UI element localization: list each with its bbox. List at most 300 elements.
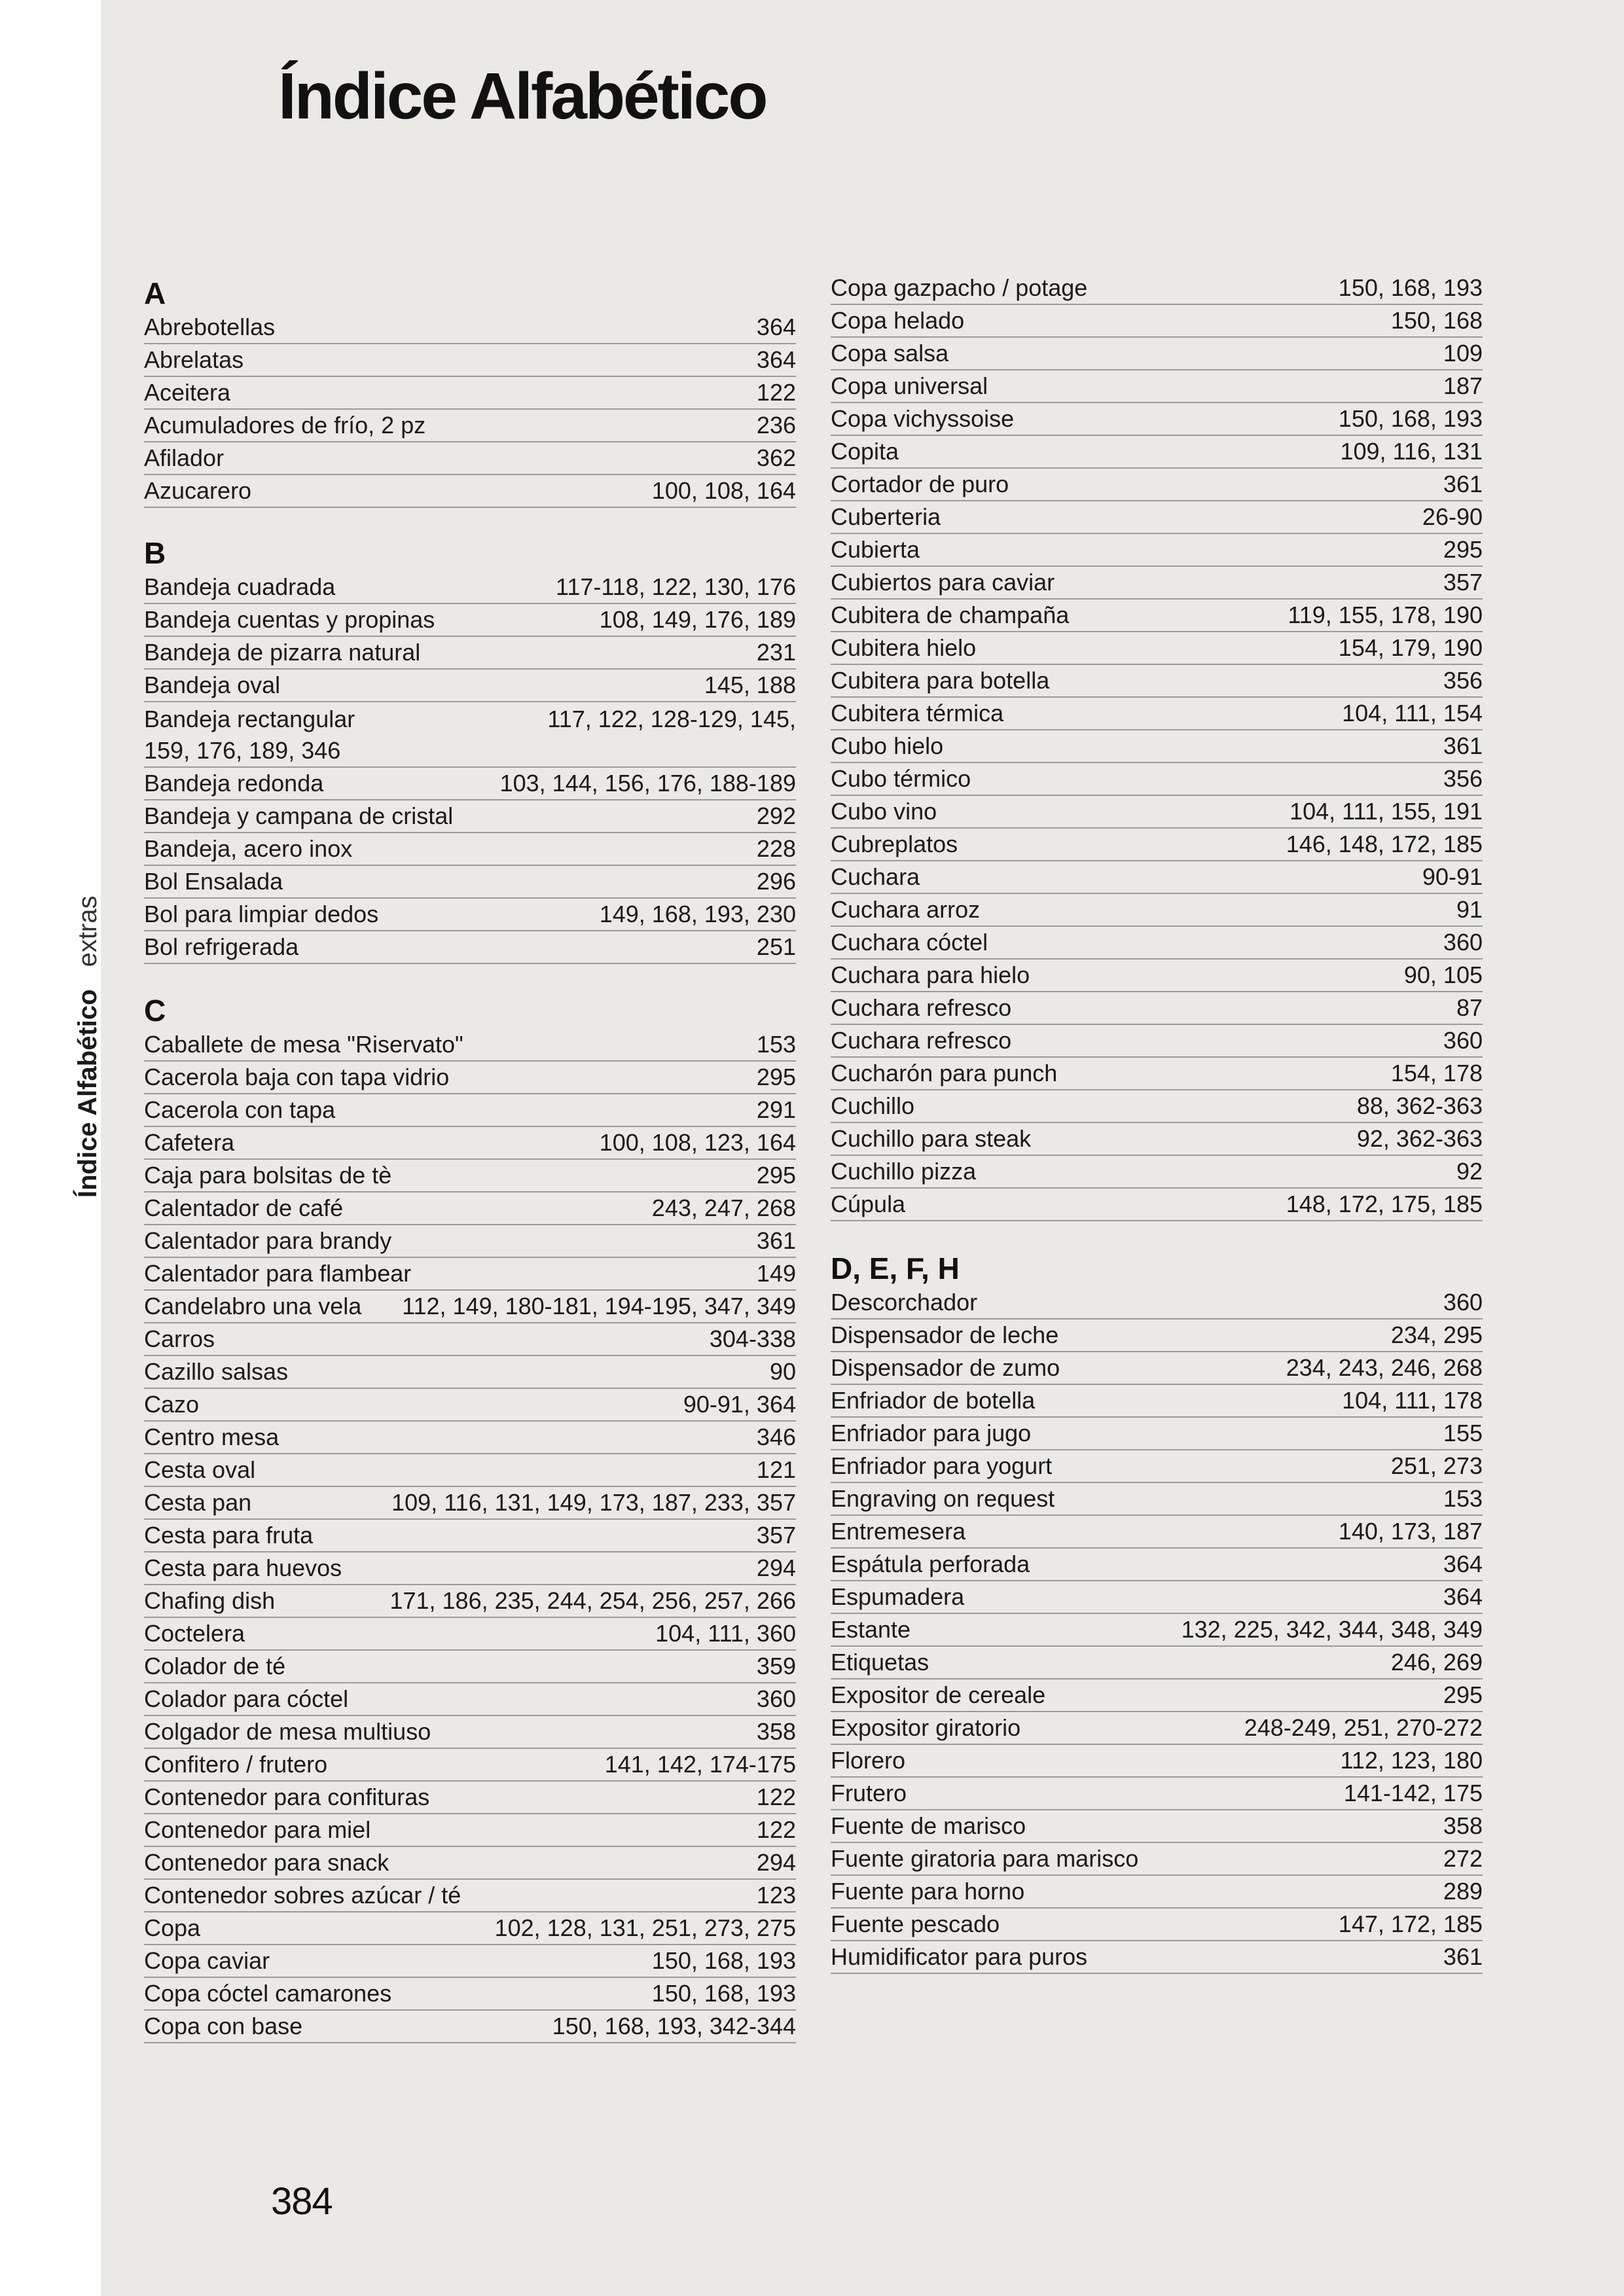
index-entry [144, 670, 796, 702]
entry-label: Cesta para huevos [144, 1554, 342, 1581]
entry-label: Caja para bolsitas de tè [144, 1162, 392, 1189]
entry-pages: 122 [756, 379, 796, 406]
entry-label: Cubreplatos [831, 831, 958, 857]
entry-pages: 150, 168, 193, 342-344 [552, 2013, 796, 2039]
entry-pages: 26-90 [1422, 503, 1483, 530]
entry-pages: 154, 179, 190 [1338, 634, 1483, 661]
entry-label: Contenedor para confituras [144, 1784, 430, 1810]
entry-label: Chafing dish [144, 1587, 276, 1614]
entry-label: Cacerola baja con tapa vidrio [144, 1064, 450, 1090]
index-entry [831, 1090, 1483, 1123]
entry-label: Calentador de café [144, 1194, 344, 1221]
index-entry [144, 1454, 796, 1487]
entry-pages: 231 [756, 639, 796, 666]
entry-pages: 294 [756, 1554, 796, 1581]
index-entry [831, 829, 1483, 861]
entry-pages: 91 [1456, 896, 1483, 923]
entry-label: Copa con base [144, 2013, 303, 2039]
index-entry [831, 861, 1483, 894]
entry-pages: 108, 149, 176, 189 [599, 606, 796, 633]
entry-pages: 364 [756, 346, 796, 373]
index-entry [144, 1847, 796, 1880]
entry-label: Humidificator para puros [831, 1943, 1088, 1970]
entry-label: Cortador de puro [831, 471, 1009, 497]
entry-label: Colador de té [144, 1653, 286, 1679]
entry-pages: 150, 168, 193 [651, 1980, 796, 2007]
index-entry [144, 1978, 796, 2011]
entry-pages: 295 [1443, 1681, 1483, 1708]
index-entry [831, 1319, 1483, 1352]
index-entry [144, 1422, 796, 1454]
entry-label: Candelabro una vela [144, 1293, 362, 1319]
index-entry [144, 768, 796, 800]
entry-label: Cuchara [831, 863, 920, 890]
index-entry [144, 1651, 796, 1683]
index-entry [831, 1581, 1483, 1614]
index-entry [144, 1814, 796, 1847]
index-entry [144, 1389, 796, 1422]
entry-label: Bandeja oval [144, 672, 281, 698]
entry-pages: 103, 144, 156, 176, 188-189 [499, 770, 796, 797]
entry-label: Cuchara refresco [831, 994, 1012, 1021]
entry-label: Bandeja cuadrada [144, 573, 336, 600]
entry-pages: 109, 116, 131 [1340, 438, 1483, 465]
entry-pages: 360 [1443, 1289, 1483, 1316]
entry-label: Bol refrigerada [144, 933, 299, 960]
index-entry [144, 1782, 796, 1814]
entry-label: Abrebotellas [144, 314, 276, 340]
entry-label: Fuente de marisco [831, 1812, 1026, 1839]
index-entry [831, 1614, 1483, 1647]
index-entry [144, 1323, 796, 1356]
entry-pages: 104, 111, 360 [655, 1620, 796, 1647]
entry-pages: 246, 269 [1390, 1649, 1483, 1676]
index-entry [144, 1618, 796, 1651]
entry-label: Enfriador para jugo [831, 1420, 1032, 1446]
entry-pages: 243, 247, 268 [651, 1194, 796, 1221]
entry-pages: 304-338 [709, 1325, 796, 1352]
entry-pages: 104, 111, 154 [1342, 700, 1483, 726]
side-tab [73, 895, 103, 1198]
entry-pages: 117-118, 122, 130, 176 [556, 573, 796, 600]
index-entry [831, 730, 1483, 763]
index-entry [831, 1712, 1483, 1745]
index-entry [144, 1683, 796, 1716]
index-entry [144, 1585, 796, 1618]
entry-pages: 171, 186, 235, 244, 254, 256, 257, 266 [389, 1587, 796, 1614]
index-entry [144, 1912, 796, 1945]
entry-pages: 361 [1443, 471, 1483, 497]
entry-pages: 362 [756, 444, 796, 471]
index-entry [831, 1418, 1483, 1450]
entry-pages: 294 [756, 1849, 796, 1876]
index-entry [831, 796, 1483, 829]
entry-label: Etiquetas [831, 1649, 929, 1676]
index-entry [831, 1876, 1483, 1909]
entry-label: Cúpula [831, 1191, 906, 1217]
entry-label: Calentador para flambear [144, 1260, 412, 1287]
entry-label: Expositor giratorio [831, 1714, 1021, 1741]
entry-pages: 146, 148, 172, 185 [1286, 831, 1483, 857]
entry-label: Cuberteria [831, 503, 941, 530]
index-entry-continuation [144, 735, 796, 768]
entry-pages: 358 [756, 1718, 796, 1745]
entry-label: Abrelatas [144, 346, 244, 373]
index-entry [144, 899, 796, 931]
entry-pages: 90, 105 [1403, 961, 1483, 988]
index-entry [831, 1352, 1483, 1385]
index-entry [831, 1450, 1483, 1483]
entry-pages: 251, 273 [1390, 1452, 1483, 1479]
entry-label: Cuchara cóctel [831, 929, 988, 956]
index-entry [831, 1647, 1483, 1679]
index-entry [831, 698, 1483, 730]
entry-pages: 361 [1443, 1943, 1483, 1970]
entry-pages: 88, 362-363 [1356, 1092, 1483, 1119]
entry-label: Fuente pescado [831, 1910, 1000, 1937]
entry-label: Copa vichyssoise [831, 405, 1015, 432]
index-entry [144, 800, 796, 833]
entry-label: Espumadera [831, 1583, 965, 1610]
index-entry [144, 1945, 796, 1978]
index-entry [144, 1880, 796, 1912]
index-entry [144, 571, 796, 604]
entry-label: Entremesera [831, 1518, 966, 1545]
entry-label: Cacerola con tapa [144, 1096, 336, 1123]
index-entry [831, 534, 1483, 567]
index-entry [831, 763, 1483, 796]
entry-label: Copa salsa [831, 340, 949, 367]
index-entry [144, 377, 796, 410]
entry-pages: 359 [756, 1653, 796, 1679]
entry-label: Colgador de mesa multiuso [144, 1718, 431, 1745]
entry-label: Cuchara refresco [831, 1027, 1012, 1054]
index-entry [831, 1778, 1483, 1810]
index-entry [831, 501, 1483, 534]
entry-pages: 361 [756, 1227, 796, 1254]
entry-label: Aceitera [144, 379, 231, 406]
index-entry [831, 1058, 1483, 1090]
entry-label: Caballete de mesa "Riservato" [144, 1031, 463, 1058]
entry-label: Copa gazpacho / potage [831, 274, 1088, 301]
entry-label: Cafetera [144, 1129, 235, 1156]
entry-pages: 248-249, 251, 270-272 [1244, 1714, 1483, 1741]
entry-label: Frutero [831, 1780, 907, 1806]
index-entry [144, 475, 796, 508]
entry-label: Copa cóctel camarones [144, 1980, 392, 2007]
index-entry [831, 1483, 1483, 1516]
entry-pages: 357 [1443, 569, 1483, 596]
index-entry [831, 1516, 1483, 1549]
entry-label: Estante [831, 1616, 911, 1643]
entry-label: Coctelera [144, 1620, 245, 1647]
page-number: 384 [271, 2180, 333, 2223]
index-entry [144, 866, 796, 899]
entry-label: Azucarero [144, 477, 252, 504]
entry-label: Expositor de cereale [831, 1681, 1046, 1708]
index-entry [144, 312, 796, 344]
entry-pages: 150, 168, 193 [1338, 274, 1483, 301]
entry-pages: 102, 128, 131, 251, 273, 275 [494, 1914, 796, 1941]
entry-pages: 356 [1443, 667, 1483, 694]
index-entry [144, 1225, 796, 1258]
entry-pages: 145, 188 [704, 672, 796, 698]
entry-label: Colador para cóctel [144, 1685, 349, 1712]
index-entry [144, 1258, 796, 1291]
index-entry [831, 567, 1483, 600]
index-entry [831, 1745, 1483, 1778]
entry-pages: 141-142, 175 [1343, 1780, 1483, 1806]
entry-pages: 357 [756, 1522, 796, 1549]
entry-label: Bol para limpiar dedos [144, 901, 379, 927]
entry-label: Cubiertos para caviar [831, 569, 1055, 596]
section-letter: B [144, 536, 166, 570]
entry-label: Bandeja de pizarra natural [144, 639, 421, 666]
entry-pages: 92 [1456, 1158, 1483, 1185]
index-entry [831, 1156, 1483, 1189]
entry-label: Copita [831, 438, 899, 465]
entry-pages: 119, 155, 178, 190 [1288, 601, 1483, 628]
entry-label: Acumuladores de frío, 2 pz [144, 412, 426, 439]
entry-label: Bandeja cuentas y propinas [144, 606, 435, 633]
entry-pages: 364 [1443, 1551, 1483, 1577]
entry-pages: 295 [756, 1064, 796, 1090]
entry-pages: 148, 172, 175, 185 [1286, 1191, 1483, 1217]
entry-label: Copa caviar [144, 1947, 270, 1974]
entry-label: Cubitera térmica [831, 700, 1004, 726]
entry-pages: 149, 168, 193, 230 [599, 901, 796, 927]
side-tab-section: Índice Alfabético [73, 989, 102, 1198]
entry-label: Calentador para brandy [144, 1227, 392, 1254]
index-entry [831, 1909, 1483, 1941]
index-entry [831, 469, 1483, 501]
entry-label: Enfriador de botella [831, 1387, 1036, 1414]
index-entry [831, 600, 1483, 632]
entry-pages: 109, 116, 131, 149, 173, 187, 233, 357 [391, 1489, 796, 1516]
entry-pages: 289 [1443, 1878, 1483, 1905]
entry-pages: 122 [756, 1816, 796, 1843]
entry-label: Fuente para horno [831, 1878, 1025, 1905]
entry-label: Copa universal [831, 372, 988, 399]
entry-pages: 112, 123, 180 [1340, 1747, 1483, 1774]
entry-label: Centro mesa [144, 1424, 280, 1450]
index-entry [144, 344, 796, 377]
entry-pages: 236 [756, 412, 796, 439]
entry-pages: 154, 178 [1390, 1060, 1483, 1086]
entry-pages: 234, 243, 246, 268 [1286, 1354, 1483, 1381]
entry-pages: 361 [1443, 732, 1483, 759]
index-entry [831, 632, 1483, 665]
entry-pages: 234, 295 [1390, 1321, 1483, 1348]
entry-pages: 364 [1443, 1583, 1483, 1610]
entry-label: Copa helado [831, 307, 965, 334]
entry-label: Cazillo salsas [144, 1358, 289, 1385]
index-entry [144, 1716, 796, 1749]
index-section [831, 272, 1483, 1221]
entry-pages: 104, 111, 155, 191 [1290, 798, 1483, 825]
entry-label: Descorchador [831, 1289, 978, 1316]
index-entry [144, 1520, 796, 1552]
index-entry [144, 1552, 796, 1585]
entry-label: Dispensador de leche [831, 1321, 1059, 1348]
entry-pages: 147, 172, 185 [1338, 1910, 1483, 1937]
section-letter: A [144, 276, 166, 310]
section-letter: C [144, 994, 166, 1028]
index-entry [831, 272, 1483, 305]
entry-pages: 150, 168, 193 [651, 1947, 796, 1974]
entry-label: Contenedor para miel [144, 1816, 371, 1843]
entry-label: Cuchara para hielo [831, 961, 1030, 988]
index-entry [144, 1160, 796, 1193]
index-entry [831, 403, 1483, 436]
entry-label: Dispensador de zumo [831, 1354, 1060, 1381]
entry-pages: 112, 149, 180-181, 194-195, 347, 349 [402, 1293, 796, 1319]
entry-label: Afilador [144, 444, 225, 471]
entry-pages: 358 [1443, 1812, 1483, 1839]
index-entry [144, 442, 796, 475]
entry-label: Cubo térmico [831, 765, 971, 792]
entry-label: Carros [144, 1325, 215, 1352]
index-entry [831, 665, 1483, 698]
entry-pages: 295 [1443, 536, 1483, 563]
entry-pages: 187 [1443, 372, 1483, 399]
entry-pages: 141, 142, 174-175 [604, 1751, 796, 1778]
entry-pages: 140, 173, 187 [1338, 1518, 1483, 1545]
entry-pages: 292 [756, 802, 796, 829]
index-entry [831, 436, 1483, 469]
entry-pages: 121 [756, 1456, 796, 1483]
entry-pages: 228 [756, 835, 796, 862]
entry-label: Cazo [144, 1391, 200, 1418]
index-entry [831, 1189, 1483, 1221]
entry-label: Cubo hielo [831, 732, 944, 759]
index-section [144, 992, 796, 2043]
entry-label: Bandeja, acero inox [144, 835, 353, 862]
index-entry [144, 1291, 796, 1323]
entry-pages: 109 [1443, 340, 1483, 367]
index-entry [144, 1487, 796, 1520]
index-entry [831, 1025, 1483, 1058]
index-entry [144, 1062, 796, 1094]
index-entry [831, 1385, 1483, 1418]
entry-label: Bandeja rectangular [144, 706, 355, 732]
index-entry [831, 1941, 1483, 1974]
entry-pages: 153 [1443, 1485, 1483, 1512]
entry-pages: 159, 176, 189, 346 [144, 737, 341, 764]
index-entry [831, 992, 1483, 1025]
index-entry [144, 931, 796, 964]
entry-pages: 251 [756, 933, 796, 960]
entry-pages: 90-91, 364 [683, 1391, 796, 1418]
entry-label: Bandeja y campana de cristal [144, 802, 454, 829]
index-entry [831, 960, 1483, 992]
index-entry [831, 1549, 1483, 1581]
side-tab-chapter: extras [73, 895, 102, 967]
index-section [144, 535, 796, 964]
entry-pages: 122 [756, 1784, 796, 1810]
index-entry [144, 1029, 796, 1062]
entry-label: Engraving on request [831, 1485, 1055, 1512]
entry-pages: 123 [756, 1882, 796, 1909]
entry-label: Cucharón para punch [831, 1060, 1058, 1086]
index-entry [831, 1123, 1483, 1156]
index-entry [144, 1356, 796, 1389]
entry-pages: 150, 168 [1390, 307, 1483, 334]
index-entry [831, 1287, 1483, 1319]
index-entry [831, 338, 1483, 370]
entry-pages: 90-91 [1422, 863, 1483, 890]
entry-label: Contenedor sobres azúcar / té [144, 1882, 461, 1909]
entry-pages: 100, 108, 123, 164 [599, 1129, 796, 1156]
entry-label: Espátula perforada [831, 1551, 1030, 1577]
entry-pages: 291 [756, 1096, 796, 1123]
entry-pages: 153 [756, 1031, 796, 1058]
entry-label: Cubitera hielo [831, 634, 977, 661]
entry-label: Florero [831, 1747, 906, 1774]
entry-pages: 346 [756, 1424, 796, 1450]
entry-pages: 360 [1443, 1027, 1483, 1054]
index-entry [144, 1193, 796, 1225]
section-letter: D, E, F, H [831, 1251, 960, 1285]
entry-pages: 149 [756, 1260, 796, 1287]
page-title: Índice Alfabético [278, 60, 767, 133]
entry-label: Copa [144, 1914, 201, 1941]
entry-pages: 296 [756, 868, 796, 895]
entry-label: Fuente giratoria para marisco [831, 1845, 1139, 1872]
entry-pages: 100, 108, 164 [651, 477, 796, 504]
entry-label: Bandeja redonda [144, 770, 324, 797]
index-entry [831, 927, 1483, 960]
entry-pages: 87 [1456, 994, 1483, 1021]
index-entry [144, 833, 796, 866]
entry-label: Enfriador para yogurt [831, 1452, 1053, 1479]
index-entry [831, 1810, 1483, 1843]
entry-label: Cuchillo [831, 1092, 915, 1119]
entry-label: Contenedor para snack [144, 1849, 389, 1876]
entry-label: Cesta pan [144, 1489, 252, 1516]
entry-pages: 360 [1443, 929, 1483, 956]
entry-label: Confitero / frutero [144, 1751, 328, 1778]
entry-label: Cubierta [831, 536, 920, 563]
index-entry [144, 2011, 796, 2043]
entry-label: Cubitera para botella [831, 667, 1050, 694]
entry-label: Cubitera de champaña [831, 601, 1070, 628]
index-entry [144, 1749, 796, 1782]
entry-label: Cuchillo pizza [831, 1158, 977, 1185]
entry-label: Cesta oval [144, 1456, 256, 1483]
entry-pages: 92, 362-363 [1356, 1125, 1483, 1152]
entry-label: Bol Ensalada [144, 868, 283, 895]
entry-label: Cuchillo para steak [831, 1125, 1032, 1152]
index-entry [144, 702, 796, 735]
index-section [831, 1250, 1483, 1974]
entry-pages: 155 [1443, 1420, 1483, 1446]
entry-label: Cubo vino [831, 798, 937, 825]
index-entry [144, 637, 796, 670]
entry-label: Cesta para fruta [144, 1522, 314, 1549]
entry-pages: 117, 122, 128-129, 145, [547, 706, 796, 732]
index-entry [831, 370, 1483, 403]
entry-pages: 272 [1443, 1845, 1483, 1872]
entry-pages: 360 [756, 1685, 796, 1712]
index-entry [831, 305, 1483, 338]
index-entry [144, 604, 796, 637]
entry-pages: 90 [769, 1358, 796, 1385]
entry-pages: 364 [756, 314, 796, 340]
entry-pages: 104, 111, 178 [1342, 1387, 1483, 1414]
entry-pages: 356 [1443, 765, 1483, 792]
entry-pages: 295 [756, 1162, 796, 1189]
